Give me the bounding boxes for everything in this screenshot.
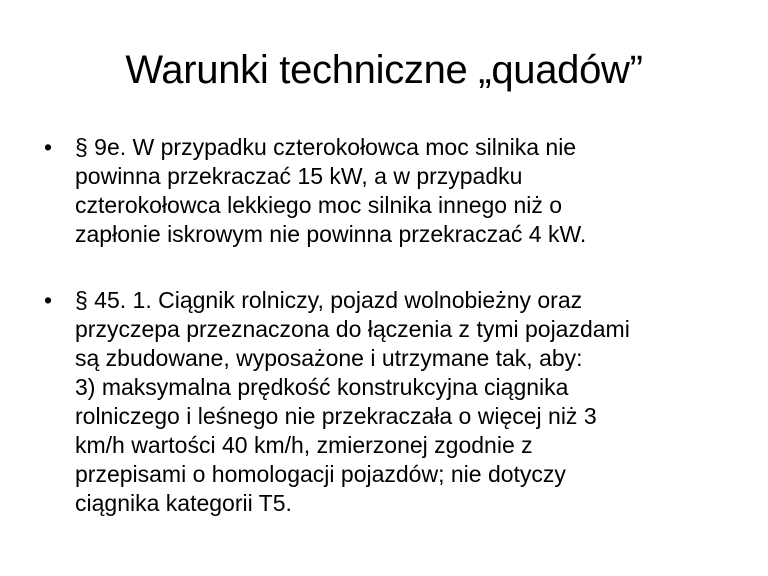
bullet-item xyxy=(44,286,724,518)
bullet-line: km/h wartości 40 km/h, zmierzonej zgodnie z xyxy=(75,432,533,458)
bullet-line: czterokołowca lekkiego moc silnika innego niż o xyxy=(75,192,563,218)
bullet-list xyxy=(44,133,724,518)
bullet-dot-icon: • xyxy=(44,134,53,160)
bullet-line: zapłonie iskrowym nie powinna przekraczać 4 kW. xyxy=(75,221,587,247)
bullet-line: przepisami o homologacji pojazdów; nie dotyczy xyxy=(75,461,566,487)
bullet-line: przyczepa przeznaczona do łączenia z tymi pojazdami xyxy=(75,316,630,342)
bullet-line: § 9e. W przypadku czterokołowca moc silnika nie xyxy=(75,134,577,160)
bullet-line: § 45. 1. Ciągnik rolniczy, pojazd wolnobieżny oraz xyxy=(75,287,583,313)
bullet-text xyxy=(75,286,724,518)
bullet-line: rolniczego i leśnego nie przekraczała o więcej niż 3 xyxy=(75,403,597,429)
bullet-line: są zbudowane, wyposażone i utrzymane tak, aby: xyxy=(75,345,583,371)
bullet-dot-icon: • xyxy=(44,287,53,313)
bullet-text xyxy=(75,133,724,249)
slide-title: Warunki techniczne „quadów” xyxy=(125,48,643,92)
bullet-line: ciągnika kategorii T5. xyxy=(75,490,292,516)
bullet-item xyxy=(44,133,724,249)
bullet-line: powinna przekraczać 15 kW, a w przypadku xyxy=(75,163,523,189)
bullet-line: 3) maksymalna prędkość konstrukcyjna ciągnika xyxy=(75,374,569,400)
